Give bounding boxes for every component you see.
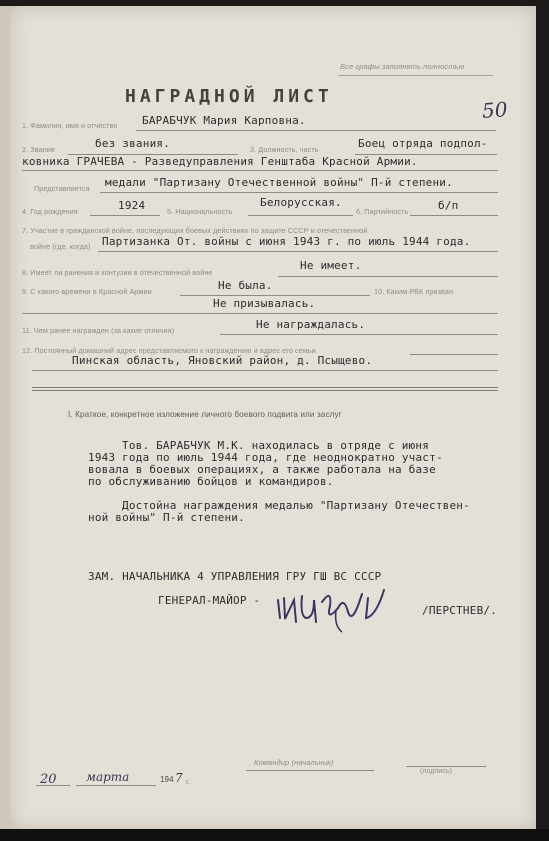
position-value-1: Боец отряда подпол- (358, 137, 488, 150)
wounds-rule (278, 276, 498, 277)
nation-value: Белорусская. (260, 196, 342, 209)
feat-line-4: по обслуживанию бойцов и командиров. (88, 475, 334, 488)
signature-label: (подпись) (420, 768, 453, 775)
rank-value: без звания. (95, 137, 171, 150)
name-label: 1. Фамилия, имя и отчество (22, 121, 118, 130)
name-value: БАРАБЧУК Мария Карповна. (142, 114, 306, 127)
birth-value: 1924 (118, 199, 146, 212)
feat-line-6: ной войны" П-й степени. (88, 511, 245, 524)
position-value-2: ковника ГРАЧЕВА - Разведуправления Генштаба Красной Армии. (22, 155, 418, 168)
awards-label: 11. Чем ранее награжден (за какие отличия) (22, 326, 175, 335)
signature-name: /ПЕРСТНЕВ/. (422, 604, 498, 617)
signature-rule (406, 766, 486, 767)
footer-year-digit: 7 (175, 771, 183, 785)
feat-line-1: Тов. БАРАБЧУК М.К. находилась в отряде с июня (122, 439, 430, 452)
separator-1 (32, 387, 498, 388)
signature-line-2: ГЕНЕРАЛ-МАЙОР - (158, 594, 261, 607)
header-note-rule (338, 75, 493, 76)
rank-label: 2. Звание (22, 145, 55, 154)
signature-line-1: ЗАМ. НАЧАЛЬНИКА 4 УПРАВЛЕНИЯ ГРУ ГШ ВС СССР (88, 570, 382, 583)
position-rule-2 (22, 170, 498, 171)
footer-month-rule (76, 785, 156, 786)
commander-label: Командир (начальник) (254, 758, 334, 767)
feat-line-5: Достойна награждения медалью "Партизану Отечествен- (122, 499, 470, 512)
separator-2 (32, 390, 498, 391)
rvk-rule (22, 313, 498, 314)
name-rule (136, 130, 496, 131)
header-note: Все графы заполнять полностью (340, 62, 465, 71)
birth-label: 4. Год рождения (22, 207, 78, 216)
nation-label: 5. Национальность (167, 207, 233, 216)
award-sheet (10, 6, 536, 829)
party-value: б/п (438, 199, 459, 212)
wounds-value: Не имеет. (300, 259, 362, 272)
wounds-label: 8. Имеет ли ранения и контузии в отечественной войне (22, 268, 213, 277)
scan-bottom-bar (0, 829, 549, 841)
birth-rule (90, 215, 160, 216)
party-label: 6. Партийность (356, 207, 409, 216)
awards-rule (220, 334, 498, 335)
presented-label: Представляется (34, 184, 90, 193)
page-number: 50 (481, 97, 509, 123)
rvk-label: 10. Каким РВК призван (374, 287, 454, 296)
footer-day-rule (36, 785, 70, 786)
war-value: Партизанка От. войны с июня 1943 г. по июль 1944 года. (102, 235, 471, 248)
feat-line-3: вовала в боевых операциях, а также работала на базе (88, 463, 436, 476)
awards-value: Не награждалась. (256, 318, 366, 331)
footer-date-day: 20 (40, 772, 57, 787)
footer-year-prefix: 194 (160, 775, 174, 784)
army-label: 9. С какого времени в Красной Армии (22, 287, 152, 296)
position-label: 3. Должность, часть (250, 145, 319, 154)
presented-value: медали "Партизану Отечественной войны" П-й степени. (105, 176, 453, 189)
war-label-1: 7. Участие в гражданской войне, последующих боевых действиях по защите СССР и отечественной (22, 226, 368, 235)
address-value: Пинская область, Яновский район, д. Псыщево. (72, 354, 373, 367)
address-rule-2 (32, 370, 498, 371)
army-rule (180, 295, 370, 296)
war-rule (98, 251, 498, 252)
nation-rule (248, 215, 353, 216)
address-label: 12. Постоянный домашний адрес представляемого к награждению и адрес его семьи (22, 346, 316, 355)
section-heading: I. Краткое, конкретное изложение личного боевого подвига или заслуг (68, 410, 342, 419)
presented-rule (100, 192, 498, 193)
party-rule (410, 215, 498, 216)
war-label-2: войне (где, когда) (30, 242, 91, 251)
footer-year-suffix: г. (186, 777, 191, 786)
scan-left-strip (0, 6, 10, 829)
rvk-value: Не призывалась. (213, 297, 316, 310)
army-value: Не была. (218, 279, 273, 292)
address-rule-1 (410, 354, 498, 355)
handwritten-signature (272, 578, 392, 634)
feat-line-2: 1943 года по июль 1944 года, где неоднократно участ- (88, 451, 443, 464)
page-title: НАГРАДНОЙ ЛИСТ (125, 86, 333, 107)
commander-rule (246, 770, 374, 771)
footer-date-month: марта (86, 770, 130, 784)
